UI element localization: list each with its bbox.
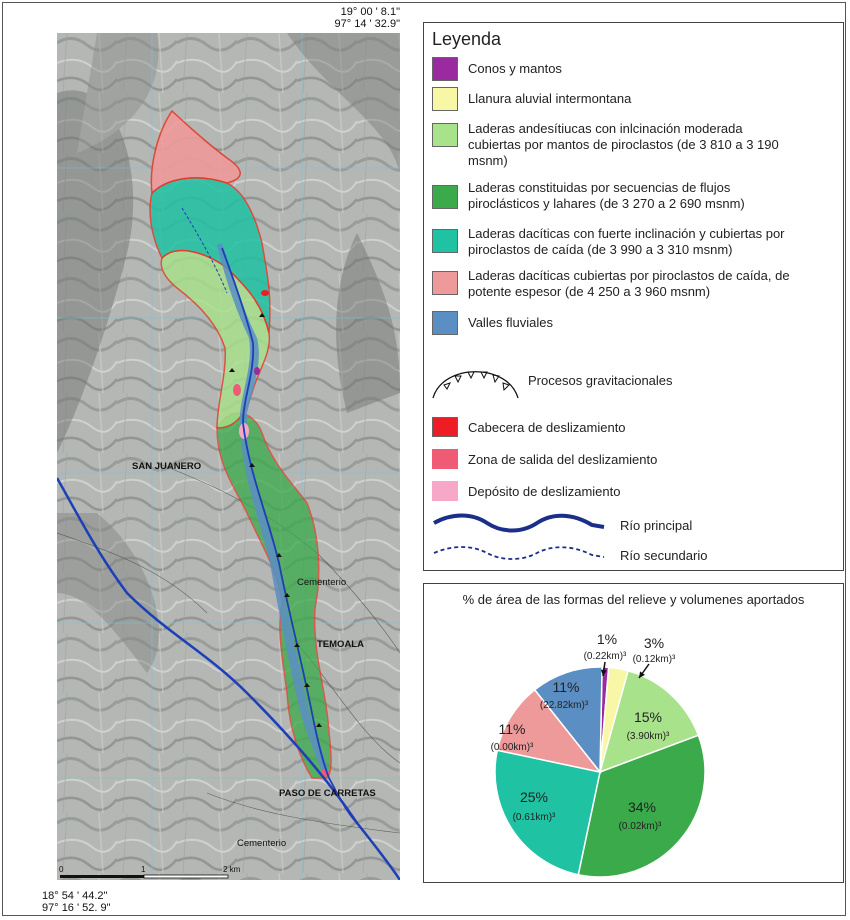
legend-item-deposito: Depósito de deslizamiento xyxy=(468,484,621,499)
pie-label-volume-2: (3.90km)³ xyxy=(626,731,670,742)
coord-lon-bottom: 97° 16 ' 52. 9" xyxy=(42,902,111,914)
legend-item-llanura: Llanura aluvial intermontana xyxy=(468,91,632,106)
swatch-valles xyxy=(432,311,458,335)
main-river-symbol xyxy=(432,511,607,535)
legend-item-flujos: Laderas constituidas por secuencias de flujos piroclásticos y lahares (de 3 270 a 2 690 msnm) xyxy=(468,180,745,211)
pie-label-volume-6: (22.82km)³ xyxy=(539,700,589,711)
legend-item-cabecera: Cabecera de deslizamiento xyxy=(468,420,626,435)
swatch-llanura xyxy=(432,87,458,111)
pie-label-percent-1: 3% xyxy=(643,635,665,651)
pie-label-percent-5: 11% xyxy=(498,721,526,737)
landslide-head xyxy=(261,290,269,296)
pie-label-percent-4: 25% xyxy=(519,789,549,805)
legend-gravitational: Procesos gravitacionales xyxy=(528,373,673,388)
pie-chart xyxy=(424,584,843,882)
legend-item-daciticas-fuerte: Laderas dacíticas con fuerte inclinación y cubiertas por piroclastos de caída (de 3 990 a 3 310 msnm) xyxy=(468,226,785,257)
coord-lat-top: 19° 00 ' 8.1" xyxy=(340,6,400,18)
legend-item-laderas-andesiticas: Laderas andesítiucas con inlcinación moderada cubiertas por mantos de piroclastos (de 3 810 a 3 190 msnm) xyxy=(468,121,779,168)
swatch-daciticas-espesor xyxy=(432,271,458,295)
coordinate-bottom-left xyxy=(42,890,111,914)
scale-two: 2 km xyxy=(223,865,241,874)
pie-label-volume-0: (0.22km)³ xyxy=(583,651,627,662)
pie-label-volume-1: (0.12km)³ xyxy=(632,654,676,665)
swatch-laderas-andesiticas xyxy=(432,123,458,147)
legend-item-valles: Valles fluviales xyxy=(468,315,554,330)
pie-label-volume-4: (0.61km)³ xyxy=(512,812,556,823)
legend-item-daciticas-espesor: Laderas dacíticas cubiertas por piroclastos de caída, de potente espesor (de 4 250 a 3 960 msnm) xyxy=(468,268,790,299)
cono-spot xyxy=(254,367,260,375)
swatch-daciticas-fuerte xyxy=(432,229,458,253)
legend-item-conos: Conos y mantos xyxy=(468,61,562,76)
gravitational-symbol xyxy=(428,353,523,401)
pie-chart-panel xyxy=(423,583,844,883)
swatch-cabecera xyxy=(432,417,458,437)
landslide-exit xyxy=(233,384,241,396)
pie-label-percent-3: 34% xyxy=(627,799,657,815)
coord-lon-top: 97° 14 ' 32.9" xyxy=(334,18,400,30)
label-paso-de-carretas: PASO DE CARRETAS xyxy=(279,788,376,799)
scale-one: 1 xyxy=(141,865,146,874)
label-cementerio-south: Cementerio xyxy=(237,838,287,849)
pie-label-percent-6: 11% xyxy=(552,679,580,695)
secondary-river-symbol xyxy=(432,541,607,565)
swatch-conos xyxy=(432,57,458,81)
swatch-deposito xyxy=(432,481,458,501)
legend-title: Leyenda xyxy=(432,29,502,49)
legend-item-salida: Zona de salida del deslizamiento xyxy=(468,452,658,467)
legend-river-secondary: Río secundario xyxy=(620,548,708,563)
geomorphology-map xyxy=(57,33,400,880)
scale-zero: 0 xyxy=(59,865,64,874)
pie-label-volume-5: (0.00km)³ xyxy=(490,742,534,753)
legend-panel xyxy=(423,22,844,571)
pie-label-percent-2: 15% xyxy=(633,709,663,725)
pie-label-volume-3: (0.02km)³ xyxy=(618,821,662,832)
label-cementerio-north: Cementerio xyxy=(297,577,347,588)
label-temoala: TEMOALA xyxy=(317,639,364,650)
legend-river-main: Río principal xyxy=(620,518,693,533)
swatch-flujos xyxy=(432,185,458,209)
coord-lat-bottom: 18° 54 ' 44.2" xyxy=(42,890,108,902)
coordinate-top-right xyxy=(312,6,400,30)
swatch-salida xyxy=(432,449,458,469)
pie-label-percent-0: 1% xyxy=(596,631,618,647)
label-san-juanero: SAN JUANERO xyxy=(132,461,202,472)
pie-title: % de área de las formas del relieve y volumenes aportados xyxy=(462,592,805,607)
